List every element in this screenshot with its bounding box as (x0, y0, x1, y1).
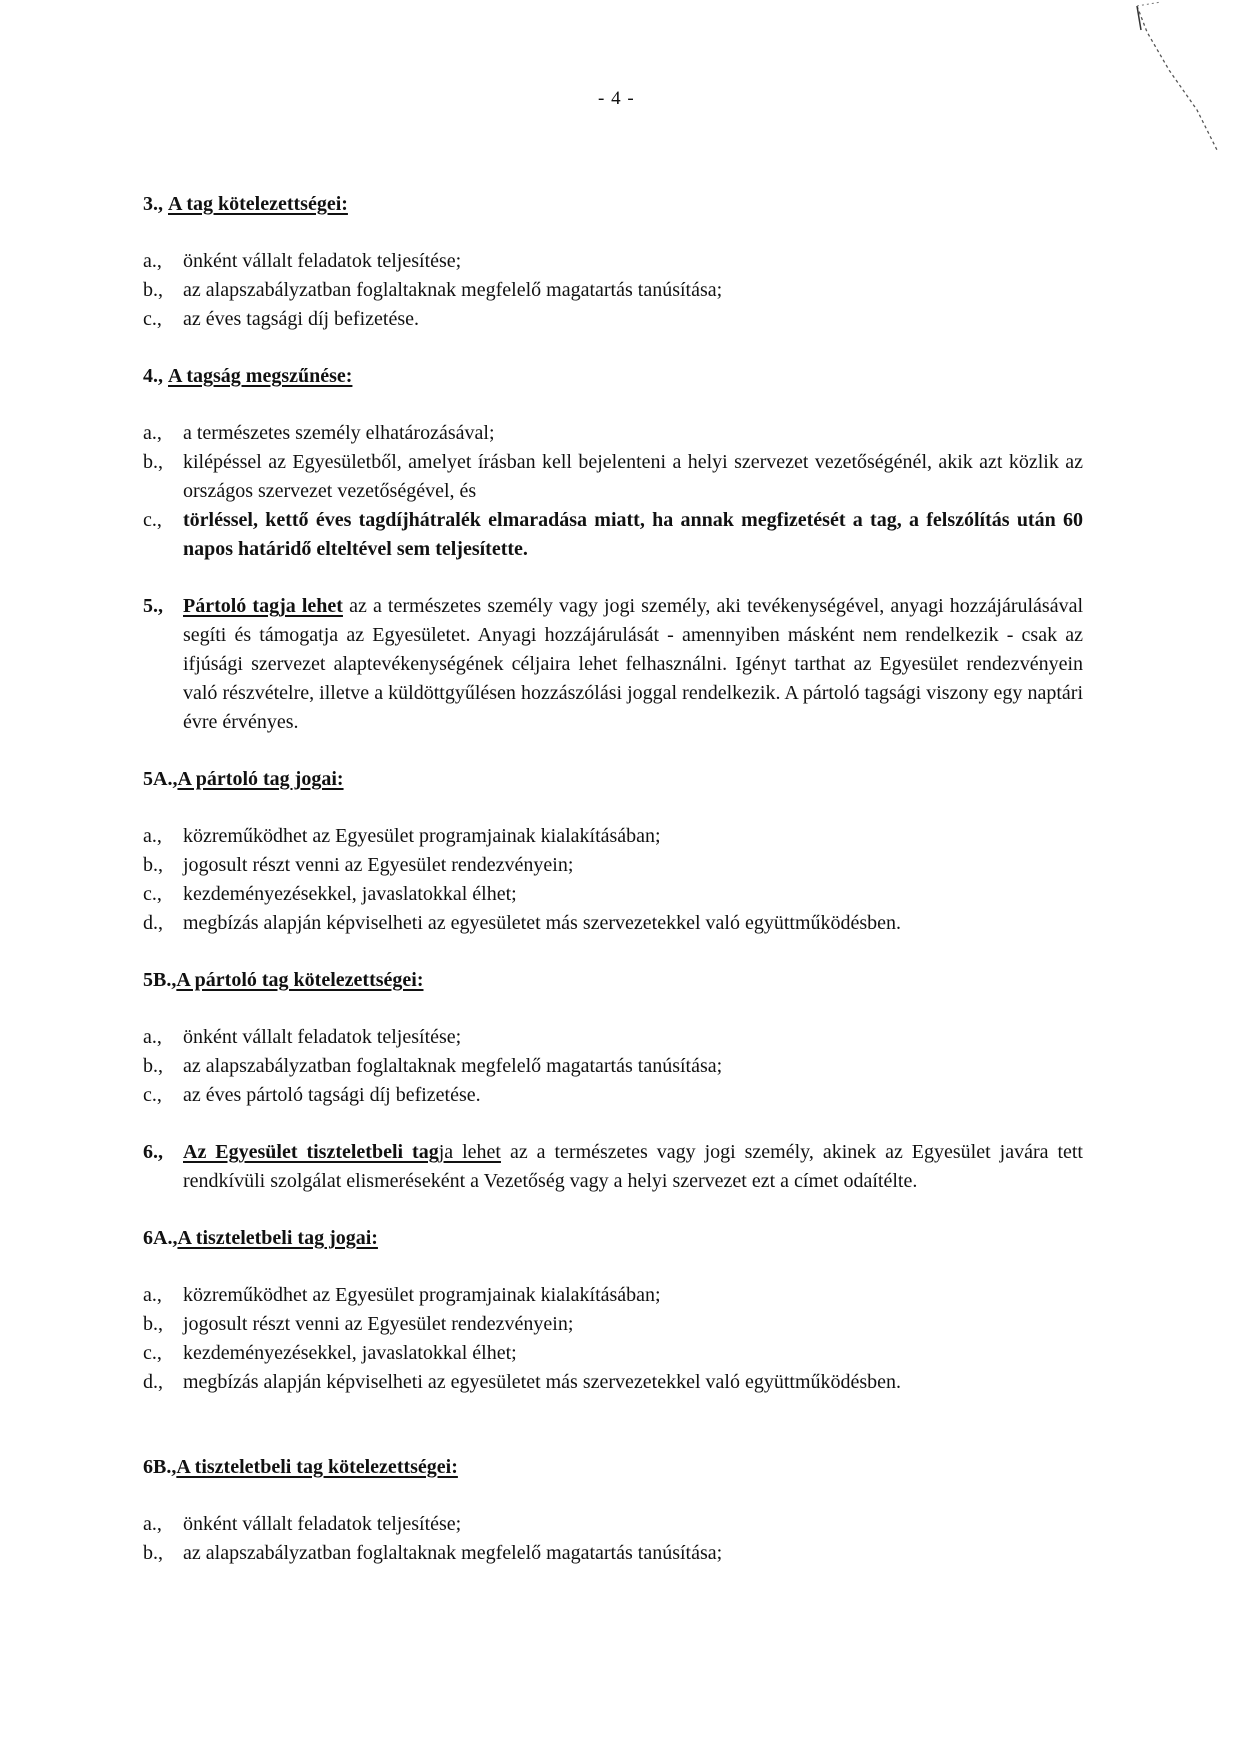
section-5a-heading (143, 765, 1083, 794)
list-item: a., önként vállalt feladatok teljesítése; (143, 1513, 462, 1535)
section-number: 5., (143, 595, 163, 617)
section-4-heading (143, 362, 1083, 391)
list-item: a., önként vállalt feladatok teljesítése; (143, 250, 462, 272)
scan-mark (1117, 0, 1237, 190)
document-body (143, 190, 1083, 1568)
list-item: c., az éves pártoló tagsági díj befizetése. (143, 1084, 481, 1106)
section-title-rest: ja lehet (438, 1141, 501, 1163)
section-title: A tiszteletbeli tag jogai: (177, 1227, 378, 1249)
section-number: 5A., (143, 768, 178, 790)
list-item: c., kezdeményezésekkel, javaslatokkal élhet; (143, 1342, 517, 1364)
list-item: b., kilépéssel az Egyesületből, amelyet írásban kell bejelenteni a helyi szervezet vezetőségénél, akik azt közlik az országos szervezet vezetőségével, és (143, 451, 1083, 502)
section-6b-heading (143, 1453, 1083, 1482)
list-item: d., megbízás alapján képviselheti az egyesületet más szervezetekkel való együttműködésben. (143, 912, 902, 934)
section-title: Az Egyesület tiszteletbeli tag (183, 1141, 439, 1163)
section-number: 6B., (143, 1456, 177, 1478)
section-5b-heading (143, 966, 1083, 995)
list-item: c., törléssel, kettő éves tagdíjhátralék elmaradása miatt, ha annak megfizetését a tag, a felszólítás után 60 napos határidő elteltével sem teljesítette. (143, 509, 1083, 560)
section-text: az a természetes személy vagy jogi személy, aki tevékenységével, anyagi hozzájárulásával segíti és támogatja az Egyesületet. Anyagi hozzájárulását - amennyiben másként nem rendelkezik - csak az ifjúsági szervezet alaptevékenységének céljaira lehet felhasználni. Igényt tarthat az Egyesület rendezvényein való részvételre, illetve a küldöttgyűlésen hozzászólási joggal rendelkezik. A pártoló tagsági viszony egy naptári évre érvényes. (183, 595, 1084, 733)
list-item: c., kezdeményezésekkel, javaslatokkal élhet; (143, 883, 517, 905)
list-item: d., megbízás alapján képviselheti az egyesületet más szervezetekkel való együttműködésben. (143, 1371, 902, 1393)
section-6a-heading (143, 1224, 1083, 1253)
list-item: b., az alapszabályzatban foglaltaknak megfelelő magatartás tanúsítása; (143, 1542, 723, 1564)
section-title: Pártoló tagja lehet (183, 595, 343, 617)
section-3-heading (143, 190, 1083, 219)
list-item: a., a természetes személy elhatározásával; (143, 422, 495, 444)
section-title: A pártoló tag jogai: (177, 768, 344, 790)
list-item: a., közreműködhet az Egyesület programjainak kialakításában; (143, 1284, 661, 1306)
section-number: 6A., (143, 1227, 178, 1249)
section-number: 3., (143, 193, 163, 215)
section-text: az a természetes vagy jogi személy, akinek az Egyesület javára tett rendkívüli szolgálat elismeréseként a Vezetőség vagy a helyi szervezet ezt a címet odaítélte. (183, 1141, 1083, 1192)
page-number: - 4 - (598, 88, 635, 109)
section-title: A tiszteletbeli tag kötelezettségei: (176, 1456, 458, 1478)
section-number: 6., (143, 1141, 163, 1163)
list-item: c., az éves tagsági díj befizetése. (143, 308, 419, 330)
list-item: a., közreműködhet az Egyesület programjainak kialakításában; (143, 825, 661, 847)
section-number: 5B., (143, 969, 177, 991)
section-title: A pártoló tag kötelezettségei: (176, 969, 424, 991)
list-item: b., jogosult részt venni az Egyesület rendezvényein; (143, 1313, 574, 1335)
section-number: 4., (143, 365, 163, 387)
list-item: a., önként vállalt feladatok teljesítése; (143, 1026, 462, 1048)
section-title: A tag kötelezettségei: (168, 193, 348, 215)
list-item: b., az alapszabályzatban foglaltaknak megfelelő magatartás tanúsítása; (143, 279, 723, 301)
list-item: b., jogosult részt venni az Egyesület rendezvényein; (143, 854, 574, 876)
section-title: A tagság megszűnése: (168, 365, 353, 387)
section-6-paragraph (143, 1138, 1083, 1196)
section-5-paragraph (143, 592, 1083, 737)
list-item: b., az alapszabályzatban foglaltaknak megfelelő magatartás tanúsítása; (143, 1055, 723, 1077)
